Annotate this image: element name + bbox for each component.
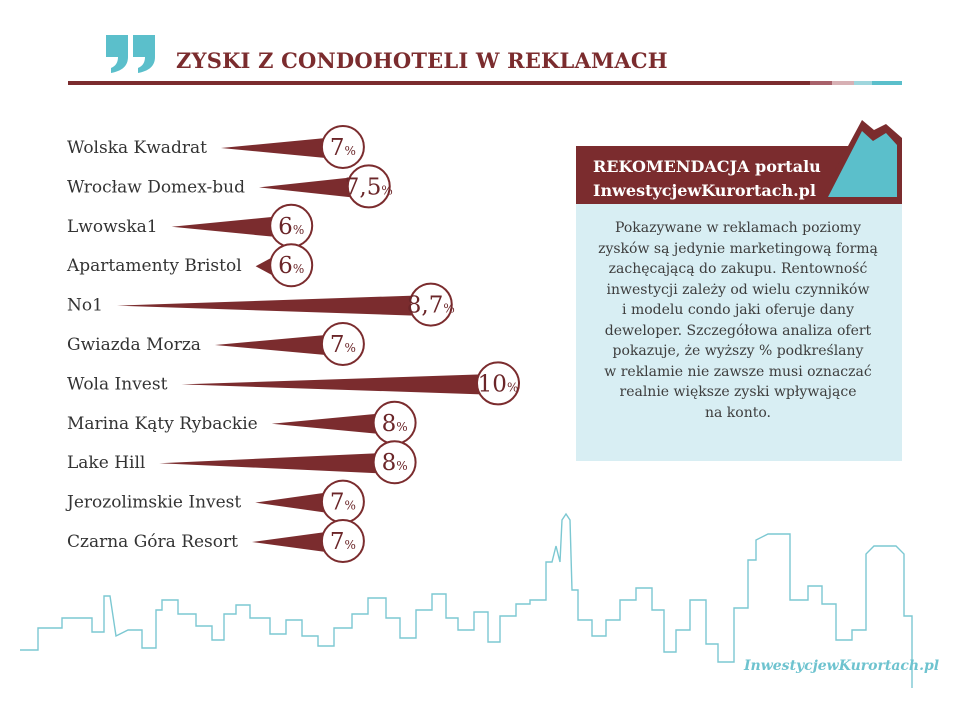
recommendation-line: zysków są jedynie marketingową formą bbox=[598, 240, 878, 257]
bar bbox=[272, 414, 378, 434]
data-label: 8,7% bbox=[406, 292, 455, 319]
data-label: 6% bbox=[278, 253, 305, 280]
recommendation-body bbox=[578, 218, 898, 423]
bar bbox=[181, 374, 481, 394]
recommendation-title-line2: InwestycjewKurortach.pl bbox=[593, 181, 816, 200]
category-label: Lwowska1 bbox=[67, 216, 158, 237]
category-label: Lake Hill bbox=[67, 453, 146, 474]
data-label: 7% bbox=[329, 489, 356, 516]
recommendation-line: i modelu condo jaki oferuje dany bbox=[622, 302, 854, 318]
recommendation-line: inwestycji zależy od wielu czynników bbox=[606, 281, 870, 298]
bar bbox=[172, 217, 275, 237]
bar bbox=[159, 453, 377, 473]
category-label: Wolska Kwadrat bbox=[67, 138, 207, 158]
category-label: Wrocław Domex-bud bbox=[67, 177, 245, 198]
page-title: ZYSKI Z CONDOHOTELI W REKLAMACH bbox=[176, 48, 668, 73]
bar bbox=[255, 493, 326, 513]
data-label: 8% bbox=[381, 410, 408, 437]
recommendation-title-line1: REKOMENDACJA portalu bbox=[593, 157, 821, 176]
bar bbox=[221, 138, 326, 158]
recommendation-line: na konto. bbox=[704, 404, 771, 421]
category-label: Wola Invest bbox=[67, 374, 168, 395]
recommendation-line: w reklamie nie zawsze musi oznaczać bbox=[604, 363, 872, 380]
quote-icon bbox=[106, 35, 155, 73]
data-label: 6% bbox=[278, 213, 305, 240]
recommendation-line: pokazuje, że wyższy % podkreślany bbox=[612, 343, 864, 359]
bar bbox=[259, 177, 352, 197]
header-rule bbox=[68, 81, 902, 85]
recommendation-title bbox=[593, 155, 821, 203]
recommendation-line: deweloper. Szczegółowa analiza ofert bbox=[604, 322, 872, 339]
bar bbox=[117, 296, 414, 316]
category-label: Apartamenty Bristol bbox=[67, 256, 242, 277]
data-label: 7% bbox=[329, 529, 356, 555]
footer-site-link[interactable]: InwestycjewKurortach.pl bbox=[744, 658, 940, 674]
category-label: Gwiazda Morza bbox=[67, 335, 201, 355]
data-label: 7,5% bbox=[344, 174, 393, 201]
data-label: 10% bbox=[477, 371, 519, 398]
category-label: Marina Kąty Rybackie bbox=[67, 413, 258, 434]
category-label: No1 bbox=[67, 295, 103, 316]
recommendation-line: realnie większe zyski wpływające bbox=[619, 384, 857, 400]
category-label: Czarna Góra Resort bbox=[67, 532, 238, 552]
data-label: 7% bbox=[329, 135, 356, 161]
data-label: 7% bbox=[329, 332, 356, 358]
bar bbox=[252, 532, 326, 552]
bar bbox=[215, 335, 326, 355]
data-label: 8% bbox=[381, 450, 408, 477]
recommendation-line: zachęcającą do zakupu. Rentowność bbox=[608, 261, 868, 277]
recommendation-line: Pokazywane w reklamach poziomy bbox=[615, 220, 861, 236]
category-label: Jerozolimskie Invest bbox=[67, 492, 242, 513]
